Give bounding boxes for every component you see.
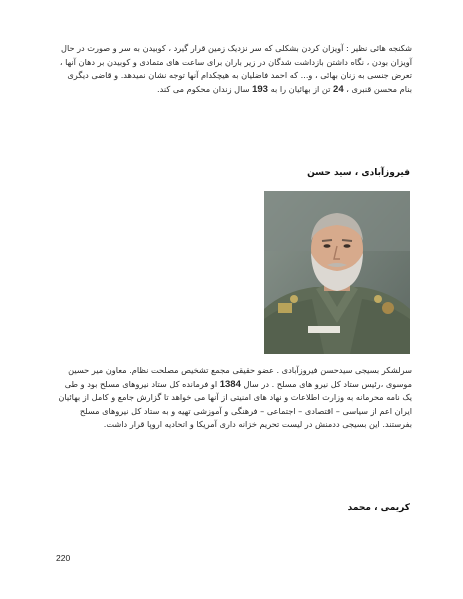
portrait-illustration [264,191,410,354]
paragraph-1-text-a: شکنجه هائی نظیر : آویزان کردن بشکلی که سر نزدیک زمین قرار گیرد ، کوبیدن به سر و صورت در حال آویزان بودن ، نگاه داشتن بازداشت شدگان در زیر باران برای ساعت های متمادی و کوبیدن بر دهان آنها ، تعرض جنسی به زنان بهائی ، و... که احمد فاضلیان به هیچکدام آنها توجه نشان نمیدهد. و قاضی دیگری بنام محسن قنبری ، [59,43,412,94]
paragraph-firouzabadi-bio [56,364,412,432]
portrait-photo [264,191,410,354]
paragraph-1-text-c: سال زندان محکوم می کند. [156,83,250,94]
paragraph-2-text-b: او فرمانده کل ستاد نیروهای مسلح بود و طی یک نامه محرمانه به وزارت اطلاعات و نهاد های امنیتی از آنها می خواهد تا گزارش جامع و کامل از بهائیان ایران اعم از سیاسی – اقتصادی – اجتماعی – فرهنگی و آموزشی تهیه و به ستاد کل نیروهای مسلح بفرستند. این بسیجی ددمنش در لیست تحریم خزانه داری آمریکا و اتحادیه اروپا قرار داشت. [58,378,412,429]
sentence-years: 193 [252,83,268,95]
paragraph-torture-methods [56,42,412,96]
page-number: 220 [56,553,71,563]
prisoner-count: 24 [333,83,344,95]
paragraph-1-text-b: تن از بهائیان را به [270,83,331,94]
year-highlight: 1384 [219,378,241,390]
section-heading-firouzabadi: فیروزآبادی ، سید حسن [307,168,410,178]
section-heading-karimi: کریمی ، محمد [347,503,410,513]
paragraph-2-text-a: سرلشکر بسیجی سیدحسن فیروزآبادی . عضو حقیقی مجمع تشخیص مصلحت نظام. معاون میر حسین موسوی ،رئیس ستاد کل نیرو های مسلح . در سال [68,365,412,389]
